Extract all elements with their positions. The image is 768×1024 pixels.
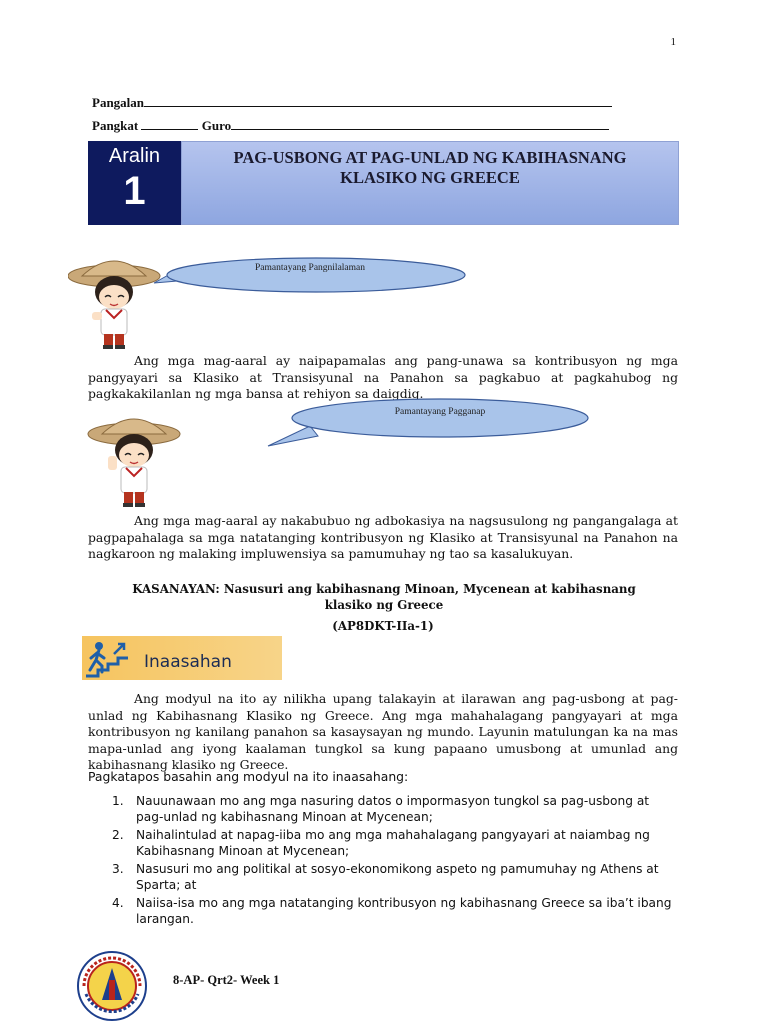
- lesson-title-line1: PAG-USBONG AT PAG-UNLAD NG KABIHASNANG: [233, 148, 627, 167]
- paragraph-inaasahan-text: Ang modyul na ito ay nilikha upang talakayin at ilarawan ang pag-usbong at pag-unlad ng Kabihasnang Klasiko ng Greece. Ang mga mahahalagang pangyayari at mga kontribusyon ng kanilang panahon sa kasaysayan ng mundo. Layunin matulungan ka na mas mapa-unlad ang iyong kaalaman tungkol sa kung papaano umusbong at umunlad ang kabihasnang klasiko ng Greece.: [88, 691, 678, 772]
- list-item: [88, 827, 678, 859]
- list-item: [88, 793, 678, 825]
- paragraph-pagganap: [88, 513, 678, 563]
- list-item-number: 2.: [112, 828, 124, 842]
- paragraph-pagganap-text: Ang mga mag-aaral ay nakabubuo ng adbokasiya na nagsusulong ng pangangalaga at pagpapahalaga sa mga natatanging kontribusyon ng Klasiko at Transisyunal na Panahon na nagkaroon ng malaking impluwensiya sa pamumuhay ng tao sa kasalukuyan.: [88, 513, 678, 561]
- page-number: 1: [670, 36, 676, 48]
- section-teacher-field: [92, 117, 609, 134]
- lesson-title-line2: KLASIKO NG GREECE: [340, 168, 520, 187]
- paragraph-pangnilalaman-text: Ang mga mag-aaral ay naipapamalas ang pang-unawa sa kontribusyon ng mga pangyayari sa Klasiko at Transisyunal na Panahon sa pagkabuo at pagkahubog ng pagkakakilanlan ng mga bansa at rehiyon sa daigdig.: [88, 353, 678, 401]
- list-item-text: Nauunawaan mo ang mga nasuring datos o impormasyon tungkol sa pag-usbong at pag-unlad ng kabihasnang Minoan at Mycenean;: [136, 794, 650, 824]
- teacher-label: Guro: [201, 118, 232, 133]
- aralin-word: Aralin: [108, 145, 161, 167]
- objectives-list: [88, 793, 678, 929]
- section-blank-line[interactable]: [141, 117, 198, 130]
- section-label: Pangkat: [92, 118, 139, 133]
- speech-bubble-pagganap: [262, 396, 592, 452]
- inaasahan-label: Inaasahan: [144, 652, 232, 672]
- kasanayan-line2: klasiko ng Greece: [324, 598, 444, 612]
- footer-code: 8-AP- Qrt2- Week 1: [173, 973, 280, 987]
- student-cartoon-waving-icon: [86, 410, 186, 510]
- paragraph-inaasahan: [88, 691, 678, 774]
- teacher-blank-line[interactable]: [231, 117, 609, 130]
- list-item: [88, 861, 678, 893]
- aralin-box: [88, 141, 181, 225]
- list-item-number: 3.: [112, 862, 124, 876]
- list-item-text: Nasusuri mo ang politikal at sosyo-ekonomikong aspeto ng pamumuhay ng Athens at Sparta; at: [136, 862, 659, 892]
- name-blank-line[interactable]: [144, 94, 612, 107]
- kasanayan-line1: KASANAYAN: Nasusuri ang kabihasnang Minoan, Mycenean at kabihasnang: [132, 582, 636, 596]
- objectives-intro: Pagkatapos basahin ang modyul na ito inaasahang:: [88, 769, 409, 784]
- list-item: [88, 895, 678, 927]
- aralin-number: 1: [123, 169, 146, 213]
- stairs-climber-icon: [84, 640, 130, 678]
- division-seal-logo: [76, 950, 148, 1022]
- lesson-title: [192, 148, 668, 188]
- list-item-text: Naihalintulad at napag-iiba mo ang mga mahahalagang pangyayari at naiambag ng Kabihasnang Minoan at Mycenean;: [136, 828, 650, 858]
- bubble-label-pagganap: Pamantayang Pagganap: [394, 407, 486, 417]
- lesson-title-box: [181, 141, 679, 225]
- name-field: [92, 94, 612, 111]
- bubble-label-pangnilalaman: Pamantayang Pangnilalaman: [254, 263, 365, 273]
- competency-code: (AP8DKT-IIa-1): [332, 619, 434, 633]
- name-label: Pangalan: [92, 95, 145, 110]
- kasanayan-heading: [110, 581, 658, 613]
- list-item-text: Naiisa-isa mo ang mga natatanging kontribusyon ng kabihasnang Greece sa iba’t ibang larangan.: [136, 896, 672, 926]
- list-item-number: 4.: [112, 896, 124, 910]
- list-item-number: 1.: [112, 794, 124, 808]
- speech-bubble-pangnilalaman: [148, 255, 470, 295]
